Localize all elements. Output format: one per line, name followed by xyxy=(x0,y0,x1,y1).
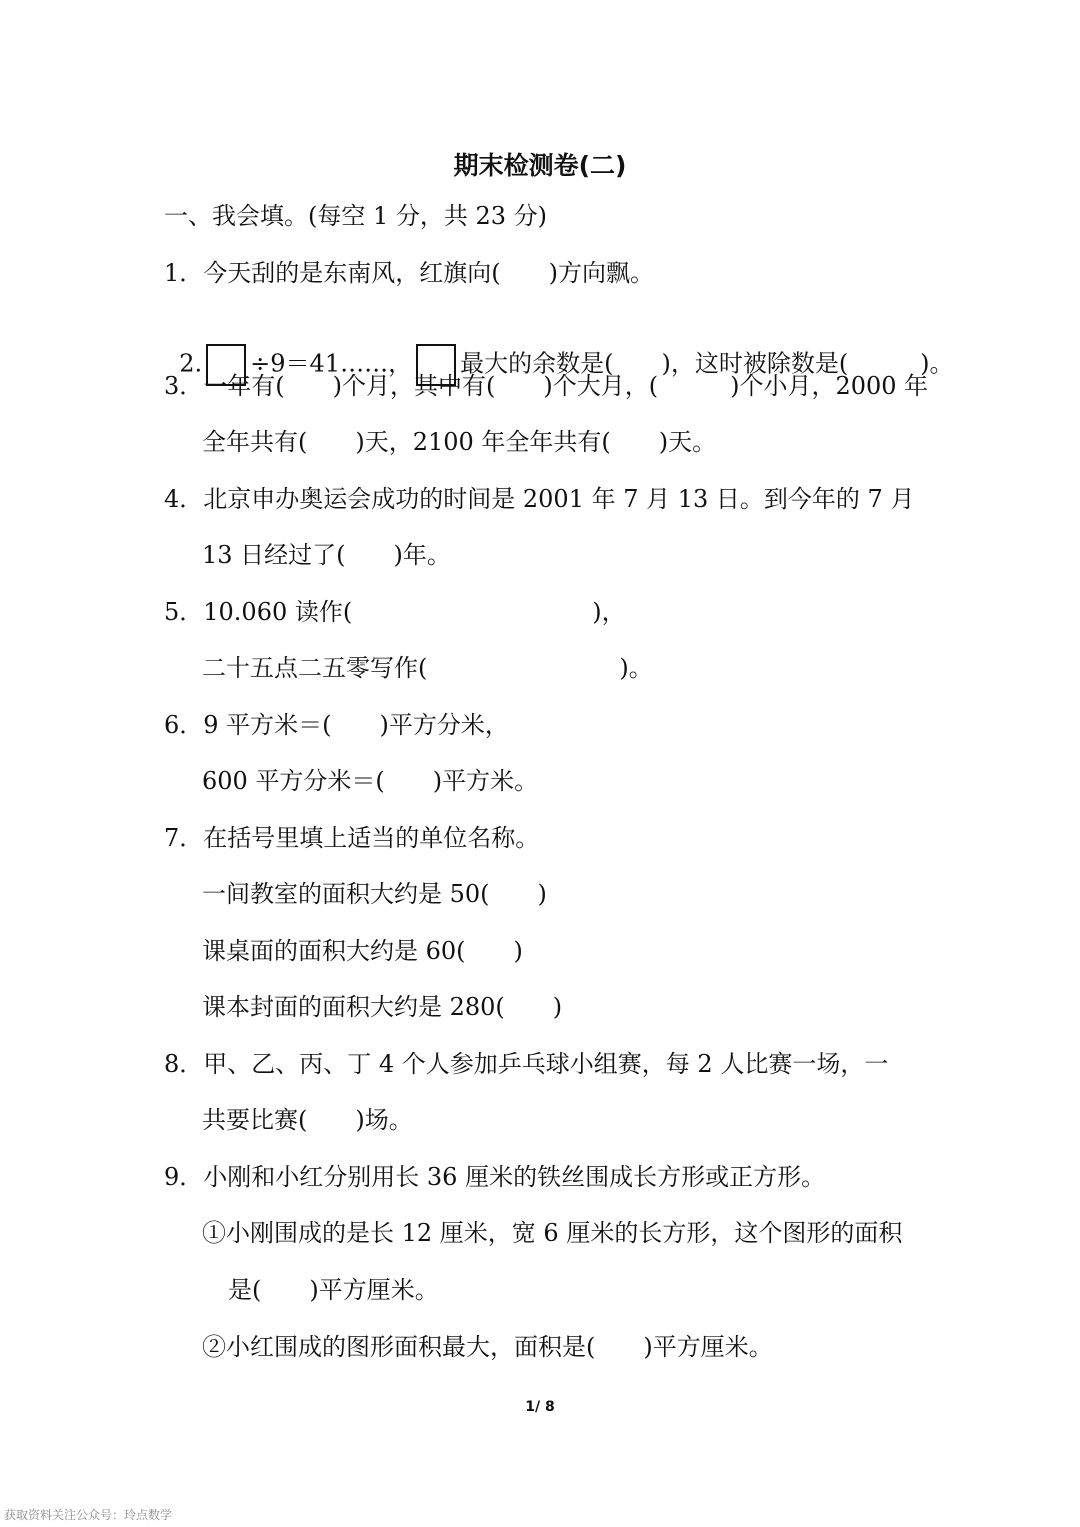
question-1: 1．今天刮的是东南风，红旗向( )方向飘。 xyxy=(164,259,654,287)
question-2-suffix: 最大的余数是( )，这时被除数是( )。 xyxy=(460,349,954,378)
question-2-mid: ÷9＝41……， xyxy=(250,349,413,378)
question-7-line-4: 课本封面的面积大约是 280( ) xyxy=(202,993,563,1021)
question-4-line-2: 13 日经过了( )年。 xyxy=(202,541,451,569)
page-title: 期末检测卷(二) xyxy=(453,151,627,180)
question-6-line-2: 600 平方分米＝( )平方米。 xyxy=(202,767,539,795)
question-8-line-1: 8．甲、乙、丙、丁 4 个人参加乒乓球小组赛，每 2 人比赛一场，一 xyxy=(164,1050,889,1078)
question-3-line-2: 全年共有( )天，2100 年全年共有( )天。 xyxy=(202,428,717,456)
question-5-line-1: 5．10.060 读作( )， xyxy=(164,598,626,626)
question-9-line-4: ②小红围成的图形面积最大，面积是( )平方厘米。 xyxy=(202,1333,773,1361)
question-7-line-1: 7．在括号里填上适当的单位名称。 xyxy=(164,824,540,852)
question-4-line-1: 4．北京申办奥运会成功的时间是 2001 年 7 月 13 日。到今年的 7 月 xyxy=(164,485,915,513)
question-2-prefix: 2. xyxy=(179,349,203,378)
question-7-line-2: 一间教室的面积大约是 50( ) xyxy=(202,880,547,908)
question-9-line-3: 是( )平方厘米。 xyxy=(228,1276,439,1304)
question-3-line-1: 3．一年有( )个月，其中有( )个大月，( )个小月，2000 年 xyxy=(164,372,929,400)
page-number: 1/ 8 xyxy=(525,1399,555,1415)
question-9-line-1: 9．小刚和小红分别用长 36 厘米的铁丝围成长方形或正方形。 xyxy=(164,1163,826,1191)
question-6-line-1: 6．9 平方米＝( )平方分米， xyxy=(164,711,509,739)
question-5-line-2: 二十五点二五零写作( )。 xyxy=(202,654,653,682)
section-heading: 一、我会填。(每空 1 分，共 23 分) xyxy=(164,202,548,230)
question-9-line-2: ①小刚围成的是长 12 厘米，宽 6 厘米的长方形，这个图形的面积 xyxy=(202,1219,903,1247)
question-8-line-2: 共要比赛( )场。 xyxy=(202,1106,413,1134)
question-7-line-3: 课桌面的面积大约是 60( ) xyxy=(202,937,523,965)
watermark-text: 获取资料关注公众号：玲点数学 xyxy=(4,1508,173,1522)
